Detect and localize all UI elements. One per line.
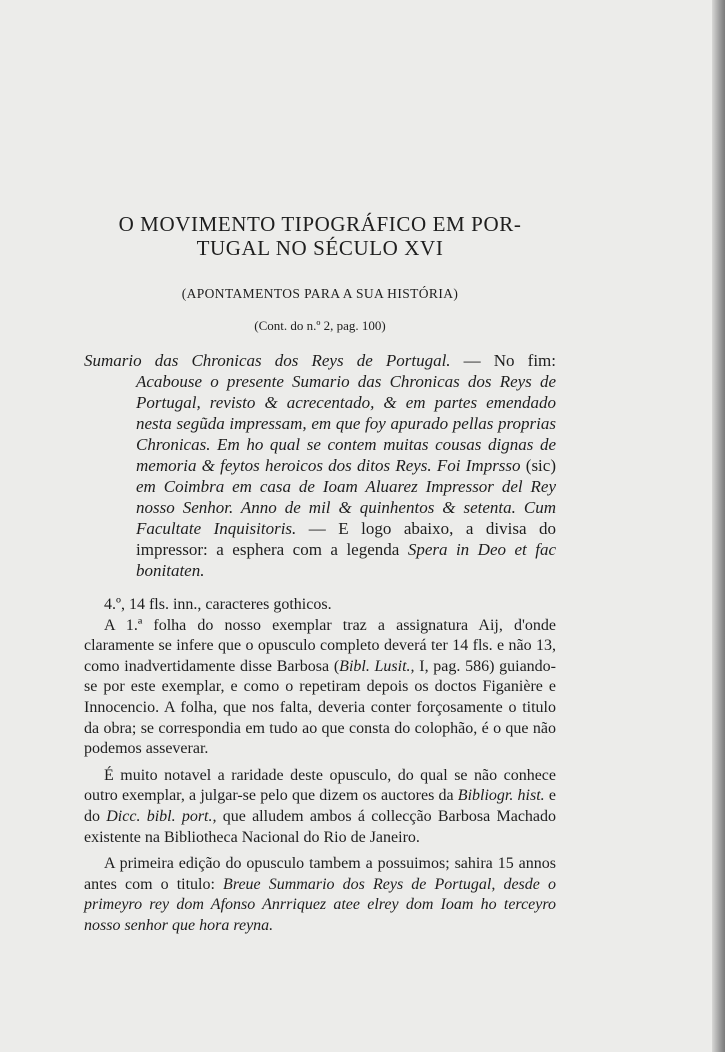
colophon-motto: Spera in Deo et fac bonitaten.	[136, 540, 556, 580]
title-line-2: TUGAL NO SÉCULO XVI	[196, 236, 444, 260]
colophon-roman: — E logo abaixo, a divisa do impressor: a esphera com a legenda	[136, 519, 556, 559]
article-subtitle: (APONTAMENTOS PARA A SUA HISTÓRIA)	[181, 286, 459, 301]
paragraph-3	[84, 854, 556, 936]
format-line: 4.º, 14 fls. inn., caracteres gothicos.	[104, 596, 332, 613]
continuation-note: (Cont. do n.º 2, pag. 100)	[254, 318, 386, 333]
p3-text-a: A primeira edição do opusculo tambem a possuimos; sahira 15 annos antes com o titulo:	[84, 855, 556, 893]
p2-citation-2: Dicc. bibl. port.,	[106, 807, 217, 825]
paragraph-1	[84, 616, 556, 760]
entry-heading	[84, 350, 556, 371]
article-content	[84, 212, 556, 937]
p2-text-b: e do	[84, 787, 556, 825]
p1-citation: Bibl. Lusit.,	[339, 657, 415, 675]
p1-text-b: I, pag. 586) guiando-se por este exemplar, e como o repetiram depois os doctos Figanière e Innocencio. A folha, que nos falta, deveria conter forçosamente o titulo da obra; se correspondia em tudo ao que consta do colophão, é o que não podemos asseverar.	[84, 657, 556, 758]
article-title	[84, 212, 556, 260]
p3-book-title: Breue Summario dos Reys de Portugal, desde o primeyro rey dom Afonso Anrriquez atee elrey dom Ioam ho terceyro nosso senhor que hora reyna.	[84, 875, 556, 934]
colophon-text	[136, 371, 556, 581]
entry-heading-dash: — No fim:	[450, 351, 557, 370]
p1-text-a: A 1.ª folha do nosso exemplar traz a assignatura Aij, d'onde claramente se infere que o opusculo completo deverá ter 14 fls. e não 13, como inadvertidamente disse Barbosa (	[84, 616, 556, 675]
entry-title: Sumario das Chronicas dos Reys de Portugal.	[84, 351, 451, 370]
colophon-italic-1: Acabouse o presente Sumario das Chronicas dos Reys de Portugal, revisto & acrecentado, & em partes emendado nesta segũda impressam, em que foy apurado pellas proprias Chronicas. Em ho qual se contem muitas cousas dignas de memoria & feytos heroicos dos ditos Reys. Foi Imprsso	[136, 372, 556, 475]
p2-text-c: que alludem ambos á collecção Barbosa Machado existente na Bibliotheca Nacional do Rio de Janeiro.	[84, 807, 557, 846]
p2-text-a: É muito notavel a raridade deste opusculo, do qual se não conhece outro exemplar, a julgar-se pelo que dizem os auctores da	[84, 766, 556, 805]
colophon-sic: (sic)	[520, 456, 556, 475]
colophon-italic-2: em Coimbra em casa de Ioam Aluarez Impressor del Rey nosso Senhor. Anno de mil & quinhentos & setenta. Cum Facultate Inquisitoris.	[136, 477, 556, 538]
page-edge-shadow	[712, 0, 725, 1052]
paragraph-2	[84, 766, 556, 848]
title-line-1: O MOVIMENTO TIPOGRÁFICO EM POR-	[118, 212, 522, 236]
p2-citation-1: Bibliogr. hist.	[457, 787, 545, 805]
